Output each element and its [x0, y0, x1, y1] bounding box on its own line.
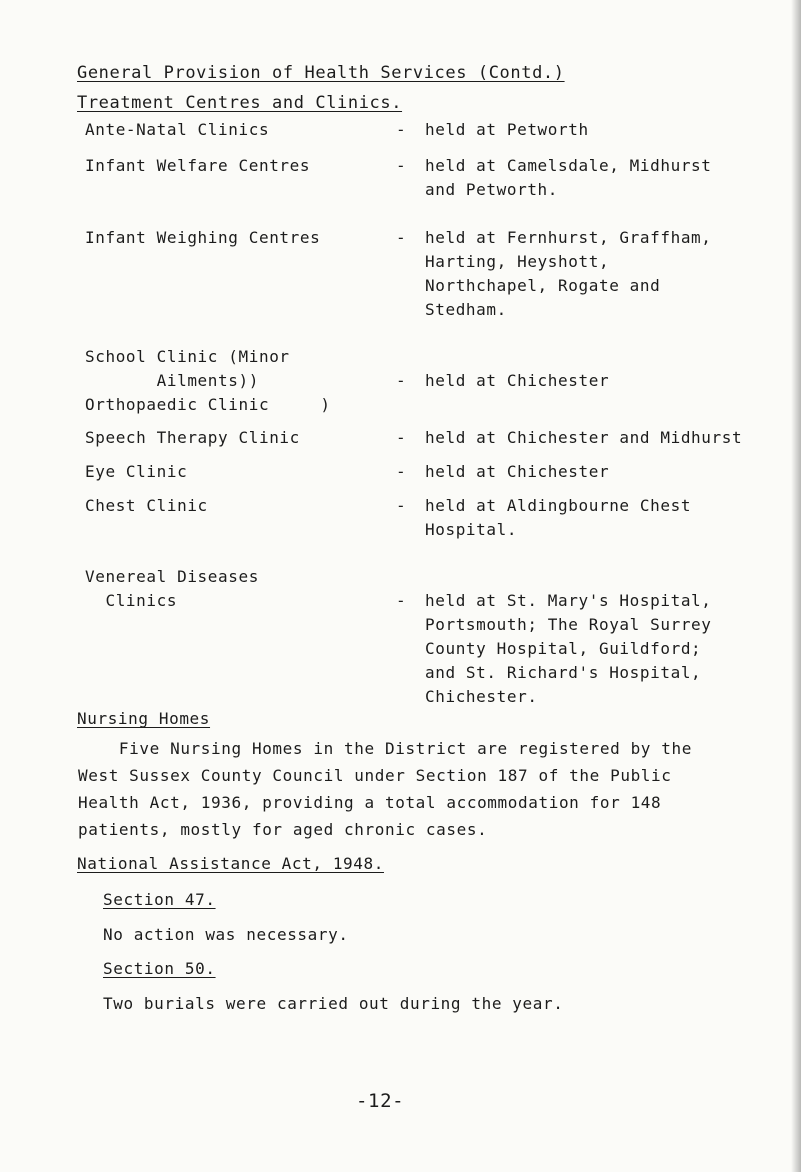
clinic-label: Eye Clinic — [85, 462, 188, 481]
section-heading-national-assistance: National Assistance Act, 1948. — [77, 854, 384, 873]
section-50-text: Two burials were carried out during the year. — [103, 994, 564, 1013]
page-title: General Provision of Health Services (Contd.) — [77, 63, 565, 83]
clinic-location: held at Petworth — [425, 120, 589, 139]
clinic-label: Infant Welfare Centres — [85, 156, 311, 175]
clinic-dash: - — [396, 496, 407, 515]
subheading-section-50: Section 50. — [103, 959, 216, 978]
clinic-label: Ante-Natal Clinics — [85, 120, 270, 139]
clinic-location: held at St. Mary's Hospital, Portsmouth; The Royal Surrey County Hospital, Guildford; and St. Richard's Hospital, Chichester. — [425, 591, 712, 706]
clinic-dash: - — [396, 228, 407, 247]
scan-edge-shadow — [791, 0, 801, 1172]
section-heading-treatment-centres: Treatment Centres and Clinics. — [77, 93, 403, 113]
clinic-location: held at Fernhurst, Graffham, Harting, Heyshott, Northchapel, Rogate and Stedham. — [425, 228, 712, 319]
clinic-location: held at Chichester — [425, 462, 610, 481]
clinic-label: Venereal Diseases Clinics — [85, 567, 259, 610]
clinic-label: Infant Weighing Centres — [85, 228, 321, 247]
clinic-location: held at Camelsdale, Midhurst and Petworth. — [425, 156, 712, 199]
clinic-location: held at Chichester — [425, 371, 610, 390]
clinic-dash: - — [396, 591, 407, 610]
page-number: -12- — [356, 1090, 405, 1112]
clinic-location: held at Aldingbourne Chest Hospital. — [425, 496, 692, 539]
clinic-label: School Clinic (Minor Ailments)) Orthopaedic Clinic ) — [85, 347, 331, 414]
clinic-dash: - — [396, 120, 407, 139]
section-heading-nursing-homes: Nursing Homes — [77, 709, 211, 728]
clinic-dash: - — [396, 462, 407, 481]
clinic-location: held at Chichester and Midhurst — [425, 428, 743, 447]
subheading-section-47: Section 47. — [103, 890, 216, 909]
section-47-text: No action was necessary. — [103, 925, 349, 944]
clinic-label: Chest Clinic — [85, 496, 208, 515]
clinic-dash: - — [396, 156, 407, 175]
clinic-dash: - — [396, 371, 407, 390]
clinic-label: Speech Therapy Clinic — [85, 428, 300, 447]
clinic-dash: - — [396, 428, 407, 447]
nursing-homes-paragraph: Five Nursing Homes in the District are registered by the West Sussex County Council under Section 187 of the Public Health Act, 1936, providing a total accommodation for 148 patients, mostly for aged chronic cases. — [78, 739, 692, 839]
